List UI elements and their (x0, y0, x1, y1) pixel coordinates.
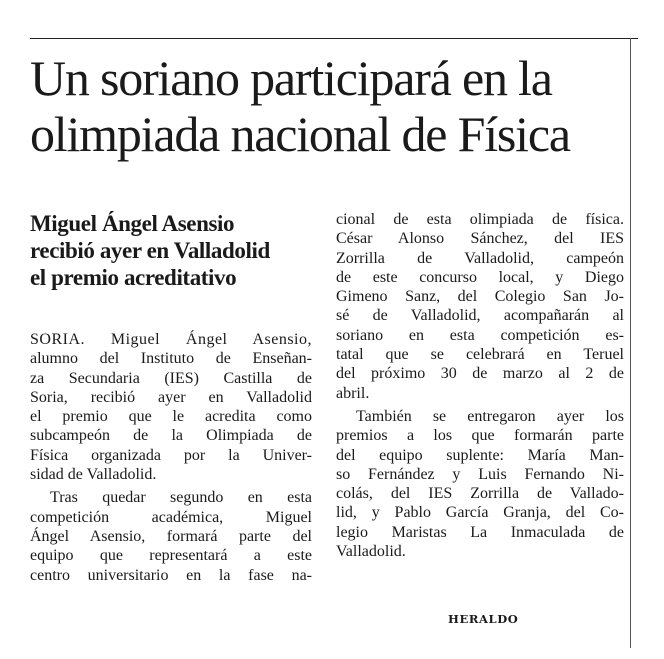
body-line: Física organizada por la Univer- (30, 446, 312, 464)
body-line: equipo que representará a este (30, 547, 312, 565)
body-line: sidad de Valladolid. (30, 466, 157, 484)
subheadline-line: recibió ayer en Valladolid (30, 238, 270, 263)
body-line: colás, del IES Zorrilla de Vallado- (336, 485, 624, 503)
body-line: Valladolid. (336, 543, 406, 561)
paragraph-4 (336, 407, 624, 561)
body-line: SORIA. Miguel Ángel Asensio, (30, 331, 312, 348)
body-line: Ángel Asensio, formará parte del (30, 527, 312, 545)
body-line: subcampeón de la Olimpiada de (30, 427, 312, 445)
headline-line: Un soriano participará en la (30, 50, 552, 106)
headline (30, 50, 630, 162)
subheadline-line: Miguel Ángel Asensio (30, 211, 235, 236)
body-line: abril. (336, 384, 370, 402)
right-column (336, 210, 624, 561)
body-line: También se entregaron ayer los (356, 407, 624, 425)
body-line: Tras quedar segundo en esta (50, 489, 312, 507)
body-line: cional de esta olimpiada de física. (336, 211, 624, 228)
body-line: sé de Valladolid, acompañarán al (336, 307, 624, 325)
body-line: so Fernández y Luis Fernando Ni- (336, 465, 624, 483)
body-line: del equipo suplente: María Man- (336, 446, 624, 464)
body-line: César Alonso Sánchez, del IES (336, 230, 624, 248)
body-line: del próximo 30 de marzo al 2 de (336, 365, 624, 383)
body-line: competición académica, Miguel (30, 508, 312, 526)
body-line: za Secundaria (IES) Castilla de (30, 369, 312, 387)
body-line: soriano en esta competición es- (336, 326, 624, 344)
top-rule (30, 38, 638, 39)
body-line: alumno del Instituto de Enseñan- (30, 350, 312, 368)
body-line: Soria, recibió ayer en Valladolid (30, 388, 312, 406)
paragraph-1 (30, 330, 312, 484)
headline-line: olimpiada nacional de Física (30, 106, 570, 162)
paragraph-3 (336, 210, 624, 403)
body-line: Zorrilla de Valladolid, campeón (336, 249, 624, 267)
subheadline-line: el premio acreditativo (30, 265, 237, 290)
subheadline (30, 210, 312, 291)
body-line: premios a los que formarán parte (336, 427, 624, 445)
body-line: tatal que se celebrará en Teruel (336, 346, 624, 364)
body-line: centro universitario en la fase na- (30, 566, 312, 584)
body-line: Gimeno Sanz, del Colegio San Jo- (336, 288, 624, 306)
left-column (30, 210, 312, 585)
body-line: lid, y Pablo García Granja, del Co- (336, 504, 624, 522)
body-line: de este concurso local, y Diego (336, 268, 624, 286)
signature: HERALDO (448, 612, 519, 626)
paragraph-2 (30, 488, 312, 584)
body-line: legio Maristas La Inmaculada de (336, 523, 624, 541)
column-rule (630, 38, 631, 648)
body-line: el premio que le acredita como (30, 408, 312, 426)
